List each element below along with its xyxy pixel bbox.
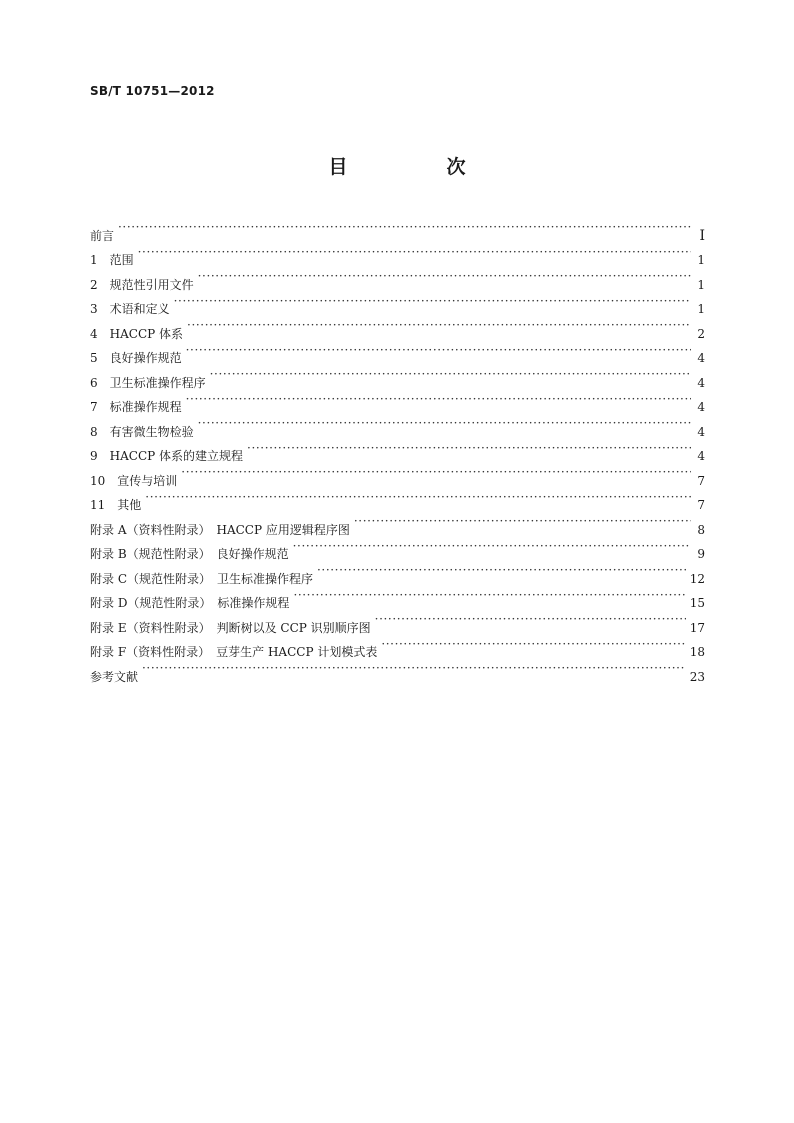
standard-code: SB/T 10751—2012 xyxy=(90,84,215,98)
toc-entry-page: 7 xyxy=(697,473,705,488)
toc-dot-leader xyxy=(247,436,691,461)
toc-entry-bibliography[interactable] xyxy=(90,656,705,684)
toc-dot-leader xyxy=(118,215,691,240)
toc-entry-page: 4 xyxy=(697,400,705,414)
toc-entry-title: 1 范围 xyxy=(90,253,134,267)
toc-entry-training[interactable] xyxy=(90,460,705,488)
toc-dot-leader xyxy=(186,338,691,363)
toc-entry-foreword[interactable] xyxy=(90,215,705,244)
toc-dot-leader xyxy=(142,656,686,681)
toc-entry-title: 参考文献 xyxy=(90,669,139,684)
toc-entry-page: 1 xyxy=(697,253,705,267)
toc-dot-leader xyxy=(145,485,691,510)
toc-entry-title: 6 卫生标准操作程序 xyxy=(90,375,206,390)
toc-entry-title: 2 规范性引用文件 xyxy=(90,277,194,292)
toc-entry-haccp-system[interactable] xyxy=(90,313,705,341)
toc-dot-leader xyxy=(210,362,691,387)
toc-dot-leader xyxy=(181,460,691,485)
toc-entry-title: 附录 D（规范性附录） 标准操作规程 xyxy=(90,596,290,610)
toc-entry-page: 4 xyxy=(697,449,705,463)
toc-entry-page: 1 xyxy=(697,302,705,316)
toc-entry-page: 7 xyxy=(697,498,705,512)
toc-entry-page: 2 xyxy=(697,326,705,341)
toc-entry-title: 7 标准操作规程 xyxy=(90,400,182,414)
toc-entry-terms-definitions[interactable] xyxy=(90,289,705,314)
toc-entry-title: 附录 C（规范性附录） 卫生标准操作程序 xyxy=(90,571,313,586)
toc-dot-leader xyxy=(138,240,691,265)
toc-entry-page: 12 xyxy=(689,571,705,586)
toc-entry-page: Ⅰ xyxy=(699,227,705,244)
toc-dot-leader xyxy=(186,387,691,412)
toc-entry-page: 4 xyxy=(697,375,705,390)
toc-entry-page: 17 xyxy=(689,620,705,635)
toc-entry-title: 附录 B（规范性附录） 良好操作规范 xyxy=(90,547,289,561)
toc-entry-page: 15 xyxy=(689,596,705,610)
toc-entry-title: 附录 A（资料性附录） HACCP 应用逻辑程序图 xyxy=(90,522,350,537)
page-title: 目 次 xyxy=(328,156,506,178)
toc-entry-page: 4 xyxy=(697,351,705,365)
toc-dot-leader xyxy=(198,411,691,436)
toc-entry-title: 5 良好操作规范 xyxy=(90,351,182,365)
toc-entry-normative-references[interactable] xyxy=(90,264,705,292)
toc-entry-other[interactable] xyxy=(90,485,705,510)
toc-dot-leader xyxy=(187,313,691,338)
toc-dot-leader xyxy=(317,558,686,583)
toc-entry-page: 1 xyxy=(697,277,705,292)
toc-entry-title: 11 其他 xyxy=(90,498,142,512)
toc-entry-title: 4 HACCP 体系 xyxy=(90,326,184,341)
toc-entry-title: 8 有害微生物检验 xyxy=(90,424,194,439)
toc-entry-page: 9 xyxy=(697,547,705,561)
toc-dot-leader xyxy=(354,509,691,534)
table-of-contents xyxy=(90,215,705,684)
toc-entry-page: 4 xyxy=(697,424,705,439)
toc-entry-page: 8 xyxy=(697,522,705,537)
toc-entry-page: 23 xyxy=(689,669,705,684)
toc-entry-title: 前言 xyxy=(90,228,115,243)
toc-entry-title: 附录 F（资料性附录） 豆芽生产 HACCP 计划模式表 xyxy=(90,645,378,659)
toc-dot-leader xyxy=(293,583,685,608)
toc-entry-page: 18 xyxy=(689,645,705,659)
toc-entry-title: 9 HACCP 体系的建立规程 xyxy=(90,449,244,463)
toc-dot-leader xyxy=(375,607,686,632)
toc-entry-title: 10 宣传与培训 xyxy=(90,473,178,488)
toc-dot-leader xyxy=(293,534,691,559)
toc-dot-leader xyxy=(198,264,691,289)
toc-entry-appendix-a[interactable] xyxy=(90,509,705,537)
toc-dot-leader xyxy=(174,289,691,314)
toc-entry-scope[interactable] xyxy=(90,240,705,265)
toc-entry-title: 附录 E（资料性附录） 判断树以及 CCP 识别顺序图 xyxy=(90,620,371,635)
toc-entry-title: 3 术语和定义 xyxy=(90,302,170,316)
toc-dot-leader xyxy=(381,632,685,657)
